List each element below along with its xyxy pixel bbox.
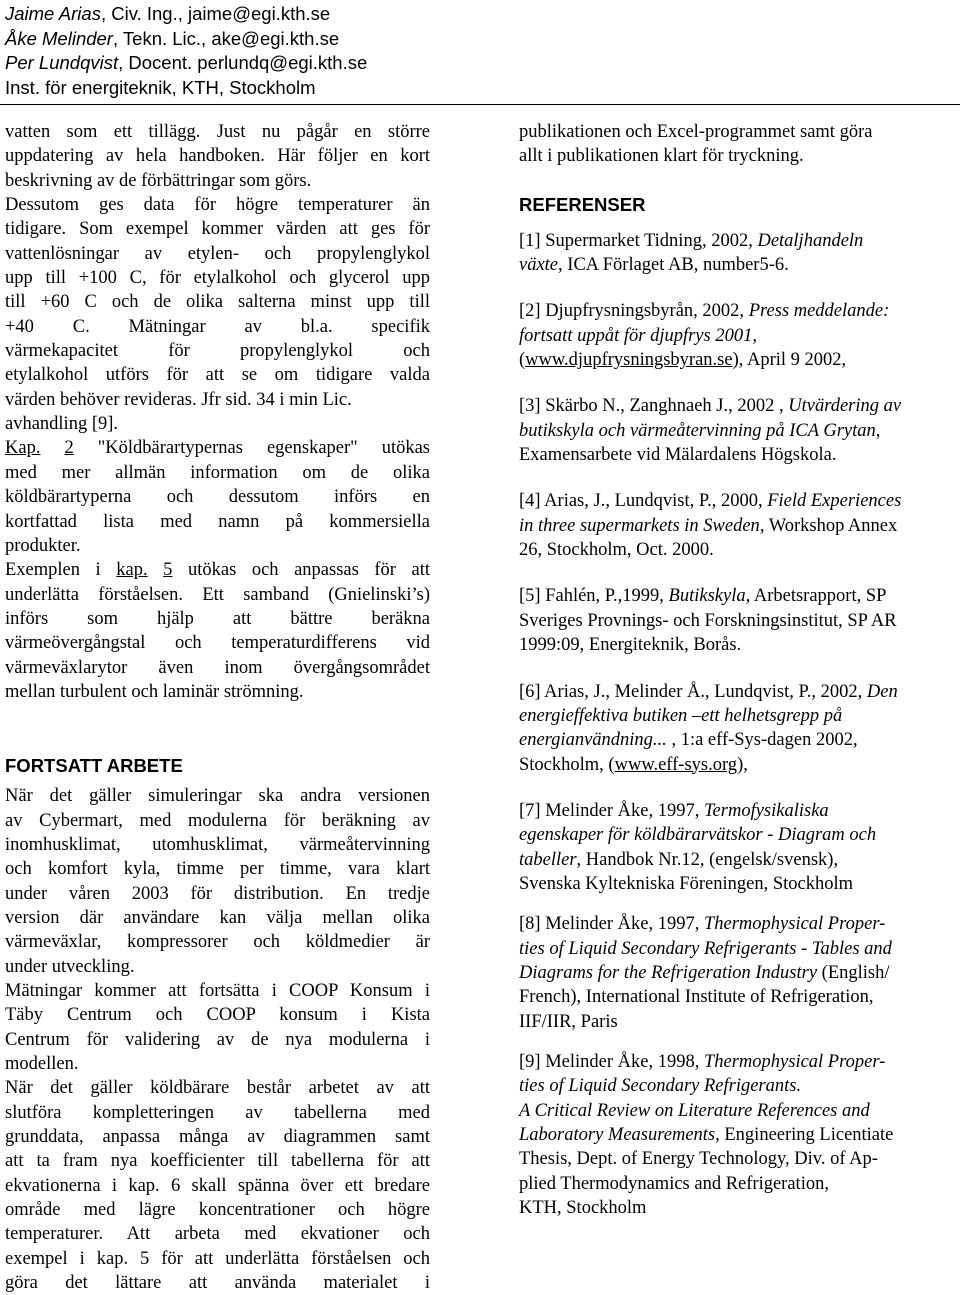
kap-link[interactable]: kap. — [116, 560, 148, 581]
text-line: göra det lättare att använda materialet i — [5, 1273, 430, 1294]
text-line: värmekapacitet för propylenglykol och — [5, 341, 430, 362]
text-fragment: [3] Skärbo N., Zanghnaeh J., 2002 , — [519, 396, 789, 417]
text-line: grunddata, anpassa många av diagrammen samt — [5, 1127, 430, 1148]
paragraph-update — [5, 120, 430, 436]
text-line — [519, 753, 959, 777]
author-details: , Civ. Ing., jaime@egi.kth.se — [100, 3, 331, 24]
text-line: ties of Liquid Secondary Refrigerants. — [519, 1076, 802, 1097]
affiliation: Inst. för energiteknik, KTH, Stockholm — [5, 76, 316, 98]
text-line: 1999:09, Energiteknik, Borås. — [519, 635, 742, 656]
text-line — [519, 489, 959, 513]
reference-4 — [519, 489, 959, 562]
author-name: Per Lundqvist — [5, 52, 119, 73]
text-line: 26, Stockholm, Oct. 2000. — [519, 540, 714, 561]
text-line: vatten som ett tillägg. Just nu pågår en större — [5, 122, 430, 142]
text-fragment: Den — [866, 681, 898, 702]
text-line: +40 C. Mätningar av bl.a. specifik — [5, 316, 430, 337]
text-fragment: Thermophysical Proper- — [703, 1051, 886, 1072]
text-line: under våren 2003 för distribution. En tredje — [5, 883, 430, 904]
kap-number-link[interactable]: 2 — [64, 438, 74, 459]
text-line — [519, 394, 959, 418]
text-line: avhandling [9]. — [5, 414, 119, 435]
text-line — [519, 848, 959, 872]
text-line: vattenlösningar av etylen- och propylenglykol — [5, 243, 430, 264]
text-line: När det gäller simuleringar ska andra versionen — [5, 786, 430, 807]
text-line: Svenska Kyltekniska Föreningen, Stockholm — [519, 873, 853, 894]
text-line: exempel i kap. 5 för att underlätta förståelsen och — [5, 1248, 430, 1269]
kap-link[interactable]: Kap. — [5, 438, 41, 459]
text-fragment: energianvändning... — [519, 730, 667, 751]
reference-link[interactable]: www.eff-sys.org — [614, 754, 738, 775]
text-fragment: , Workshop Annex — [759, 515, 898, 536]
text-line: Examensarbete vid Mälardalens Högskola. — [519, 445, 837, 466]
text-line — [5, 558, 430, 582]
text-fragment: [5] Fahlén, P.,1999, — [519, 586, 669, 607]
text-line: version där användare kan välja mellan olika — [5, 907, 430, 928]
text-line: fortsatt uppåt för djupfrys 2001, — [519, 325, 757, 346]
reference-1 — [519, 229, 959, 278]
header-divider — [0, 104, 960, 105]
text-line — [519, 584, 959, 608]
text-line — [519, 912, 959, 936]
text-line: att ta fram nya koefficienter till tabellerna för att — [5, 1151, 430, 1172]
text-line: produkter. — [5, 535, 81, 556]
text-fragment: ), April 9 2002, — [732, 350, 847, 371]
text-line: område med lägre koncentrationer och högre — [5, 1200, 430, 1221]
text-line — [5, 436, 430, 460]
text-fragment: Detaljhandeln — [757, 230, 864, 251]
left-column — [5, 120, 430, 1295]
text-line: A Critical Review on Literature References and — [519, 1100, 870, 1121]
paragraph-intro — [519, 120, 959, 169]
text-line — [519, 229, 959, 253]
text-line: värden behöver revideras. Jfr sid. 34 i min Lic. — [5, 389, 352, 410]
paragraph-simulation — [5, 784, 430, 979]
text-line: modellen. — [5, 1054, 79, 1075]
text-line: upp till +100 C, för etylalkohol och glycerol upp — [5, 268, 430, 289]
text-line: värmeväxlarytor även inom övergångsområdet — [5, 657, 430, 678]
text-fragment: Arbetsrapport, SP — [750, 586, 887, 607]
text-line: värmeövergångstal och temperaturdifferens vid — [5, 633, 430, 654]
reference-3 — [519, 394, 959, 467]
text-fragment: växte — [519, 255, 559, 276]
text-line: energieffektiva butiken –ett helhetsgrepp på — [519, 705, 843, 726]
text-line: och komfort kyla, timme per timme, vara klart — [5, 859, 430, 880]
text-line — [519, 961, 959, 985]
text-line: temperaturer. Att arbeta med ekvationer och — [5, 1224, 430, 1245]
author-header — [5, 2, 367, 100]
text-line: köldbärartyperna och dessutom införs en — [5, 487, 430, 508]
text-fragment: tabeller — [519, 849, 577, 870]
text-line: publikationen och Excel-programmet samt göra — [519, 122, 873, 142]
author-details: , Docent. perlundq@egi.kth.se — [118, 52, 368, 73]
paragraph-measurements — [5, 979, 430, 1076]
text-fragment: Butikskyla, — [668, 586, 751, 607]
text-line: ekvationerna i kap. 6 skall spänna över ett bredare — [5, 1175, 430, 1196]
reference-5 — [519, 584, 959, 657]
author-details: , Tekn. Lic., ake@egi.kth.se — [112, 27, 340, 49]
text-fragment: , ICA Förlaget AB, number5-6. — [558, 255, 789, 276]
text-line: allt i publikationen klart för tryckning. — [519, 146, 804, 167]
text-fragment: Laboratory Measurements — [519, 1125, 716, 1145]
text-fragment: [7] Melinder Åke, 1997, — [519, 800, 704, 821]
text-line — [519, 514, 959, 538]
text-line: med mer allmän information om de olika — [5, 462, 430, 483]
text-line: Mätningar kommer att fortsätta i COOP Konsum i — [5, 981, 430, 1001]
text-line: ties of Liquid Secondary Refrigerants - Tables and — [519, 938, 892, 959]
text-fragment: [8] Melinder Åke, 1997, — [519, 914, 704, 935]
text-line: av Cybermart, med modulerna för beräkning av — [5, 810, 430, 831]
author-name: Åke Melinder — [5, 27, 113, 49]
text-line: underlätta förståelsen. Ett samband (Gnielinski’s) — [5, 584, 430, 605]
author-line — [5, 2, 367, 27]
author-line — [5, 27, 367, 52]
reference-6 — [519, 680, 959, 777]
text-fragment: Press meddelande: — [748, 301, 890, 322]
text-line: mellan turbulent och laminär strömning. — [5, 681, 304, 702]
text-line: slutföra kompletteringen av tabellerna med — [5, 1102, 430, 1123]
text-fragment: [1] Supermarket Tidning, 2002, — [519, 230, 758, 251]
text-line: French), International Institute of Refrigeration, — [519, 987, 874, 1008]
text-line — [519, 348, 959, 372]
text-fragment: Field Experiences — [767, 491, 902, 512]
reference-7 — [519, 799, 959, 896]
text-fragment: Thermophysical Proper- — [703, 914, 886, 935]
text-line: IIF/IIR, Paris — [519, 1011, 618, 1032]
text-fragment: , Engineering Licentiate — [715, 1125, 894, 1145]
text-line: värmeväxlar, kompressorer och köldmedier är — [5, 932, 430, 953]
text-line — [519, 253, 959, 277]
text-fragment: "Köldbärartypernas egenskaper" utökas — [73, 438, 431, 459]
text-line: till +60 C och de olika salterna minst upp till — [5, 292, 430, 313]
text-fragment: (English/ — [817, 962, 890, 983]
text-line: kortfattad lista med namn på kommersiella — [5, 511, 430, 532]
text-fragment: , 1:a eff-Sys-dagen 2002, — [666, 730, 858, 751]
text-fragment: Diagrams for the Refrigeration Industry — [519, 962, 818, 983]
right-column — [519, 120, 959, 1220]
text-fragment: , Handbok Nr.12, (engelsk/svensk), — [576, 849, 839, 870]
text-fragment: [6] Arias, J., Melinder Å., Lundqvist, P., 2002, — [519, 681, 867, 702]
text-line: plied Thermodynamics and Refrigeration, — [519, 1173, 829, 1194]
paragraph-kap2 — [5, 436, 430, 558]
text-fragment: Termofysikaliska — [703, 800, 829, 821]
text-line: tidigare. Som exempel kommer värden att ges för — [5, 219, 430, 240]
text-line: Centrum för validering av de nya modulerna i — [5, 1029, 430, 1050]
text-line: beskrivning av de förbättringar som görs. — [5, 170, 312, 191]
text-line: under utveckling. — [5, 956, 135, 977]
reference-2 — [519, 299, 959, 372]
paragraph-secondary-fluids — [5, 1076, 430, 1295]
text-line: etylalkohol utförs för att se om tidigare valda — [5, 365, 430, 386]
text-fragment: ( — [519, 350, 526, 371]
text-fragment: utökas och anpassas för att — [172, 560, 431, 581]
text-line: egenskaper för köldbärarvätskor - Diagram och — [519, 825, 877, 846]
reference-link[interactable]: www.djupfrysningsbyran.se — [525, 350, 733, 371]
text-fragment: Utvärdering av — [788, 396, 902, 417]
text-line — [519, 728, 959, 752]
text-line: Sveriges Provnings- och Forskningsinstitut, SP AR — [519, 610, 897, 631]
text-line: införs som hjälp att bättre beräkna — [5, 608, 430, 629]
author-name: Jaime Arias — [5, 3, 101, 24]
text-line: Thesis, Dept. of Energy Technology, Div. of Ap- — [519, 1149, 878, 1170]
text-fragment: ), — [737, 754, 748, 775]
text-fragment: in three supermarkets in Sweden — [519, 515, 760, 536]
reference-9 — [519, 1050, 959, 1220]
text-fragment: Exemplen i — [5, 560, 117, 581]
text-fragment: Stockholm, ( — [519, 754, 615, 775]
text-line — [519, 799, 959, 823]
text-line: Täby Centrum och COOP konsum i Kista — [5, 1005, 430, 1026]
text-fragment: [2] Djupfrysningsbyrån, 2002, — [519, 301, 749, 322]
text-fragment: [4] Arias, J., Lundqvist, P., 2000, — [519, 491, 768, 512]
reference-8 — [519, 912, 959, 1034]
text-line — [519, 299, 959, 323]
kap-number-link[interactable]: 5 — [163, 560, 173, 581]
text-line: uppdatering av hela handboken. Här följer en kort — [5, 146, 430, 167]
references-heading: REFERENSER — [519, 193, 646, 215]
text-line: Dessutom ges data för högre temperaturer än — [5, 195, 430, 216]
text-line: När det gäller köldbärare består arbetet av att — [5, 1078, 430, 1099]
paragraph-kap5 — [5, 558, 430, 704]
text-line: inomhusklimat, utomhusklimat, värmeåtervinning — [5, 834, 430, 855]
text-line: KTH, Stockholm — [519, 1198, 647, 1219]
text-fragment: [9] Melinder Åke, 1998, — [519, 1051, 704, 1072]
text-line — [519, 1123, 959, 1147]
author-line — [5, 51, 367, 76]
text-line: butikskyla och värmeåtervinning på ICA Grytan, — [519, 420, 881, 441]
section-heading: FORTSATT ARBETE — [5, 755, 183, 777]
text-line — [519, 680, 959, 704]
text-line — [519, 1050, 959, 1074]
